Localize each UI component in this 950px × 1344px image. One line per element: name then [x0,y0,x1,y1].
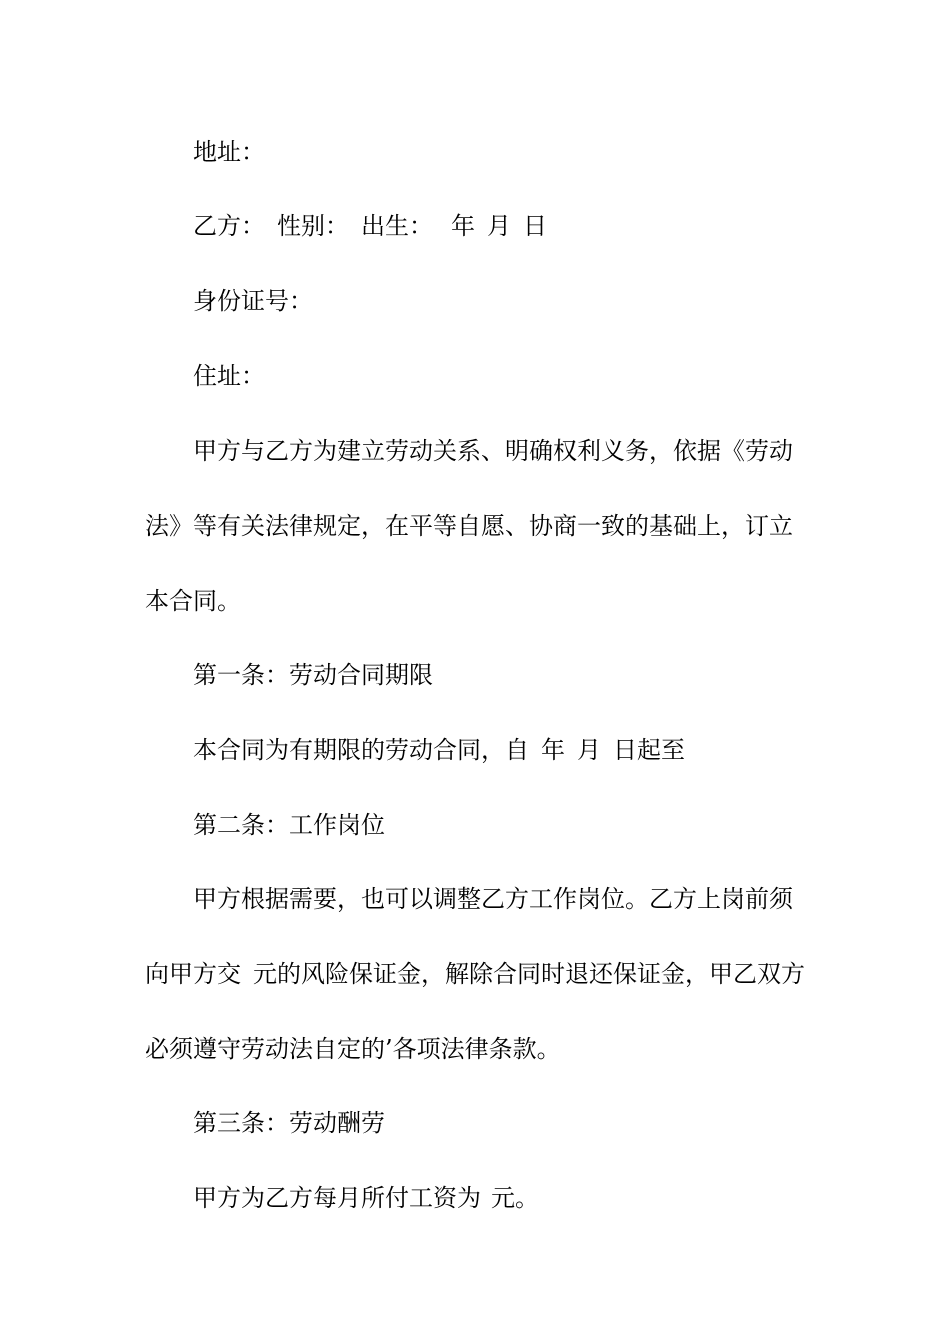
article-2-line-1 [193,884,793,914]
intro-text-3: 本合同。 [145,587,241,615]
residence-label: 住址： [193,362,265,390]
article-2-text-1: 甲方根据需要，也可以调整乙方工作岗位。乙方上岗前须 [193,885,793,913]
gender-label: 性别： [277,212,349,240]
address-line [193,137,265,167]
article-2-text-2a: 向甲方交 [145,960,241,988]
article-2-heading: 第二条：工作岗位 [193,811,385,839]
intro-text-1: 甲方与乙方为建立劳动关系、明确权利义务，依据《劳动 [193,437,793,465]
article-1-title [193,660,433,690]
article-3-line-1 [193,1183,539,1213]
party-b-line [193,211,547,241]
intro-paragraph-line-2 [145,511,793,541]
party-b-label: 乙方： [193,212,265,240]
article-2-text-3: 必须遵守劳动法自定的’各项法律条款。 [145,1035,561,1063]
article-3-text-1a: 甲方为乙方每月所付工资为 [193,1184,481,1212]
birth-year-label: 年 [451,212,475,240]
article-1-year: 年 [541,736,565,764]
article-2-line-2 [145,959,805,989]
article-1-heading: 第一条：劳动合同期限 [193,661,433,689]
intro-paragraph-line-1 [193,436,793,466]
birth-month-label: 月 [487,212,511,240]
article-2-line-3 [145,1034,561,1064]
article-3-title [193,1108,385,1138]
intro-text-2: 法》等有关法律规定，在平等自愿、协商一致的基础上，订立 [145,512,793,540]
article-2-title [193,810,385,840]
article-1-day-to: 日起至 [613,736,685,764]
intro-paragraph-line-3 [145,586,241,616]
address-label: 地址： [193,138,265,166]
article-3-heading: 第三条：劳动酬劳 [193,1109,385,1137]
residence-line [193,361,265,391]
article-1-text: 本合同为有期限的劳动合同，自 [193,736,529,764]
article-1-month: 月 [577,736,601,764]
birth-day-label: 日 [523,212,547,240]
id-number-label: 身份证号： [193,287,313,315]
birth-label: 出生： [361,212,433,240]
article-3-text-1b: 元。 [491,1184,539,1212]
id-number-line [193,286,313,316]
article-1-body [193,735,685,765]
article-2-text-2b: 元的风险保证金，解除合同时退还保证金，甲乙双方 [253,960,805,988]
